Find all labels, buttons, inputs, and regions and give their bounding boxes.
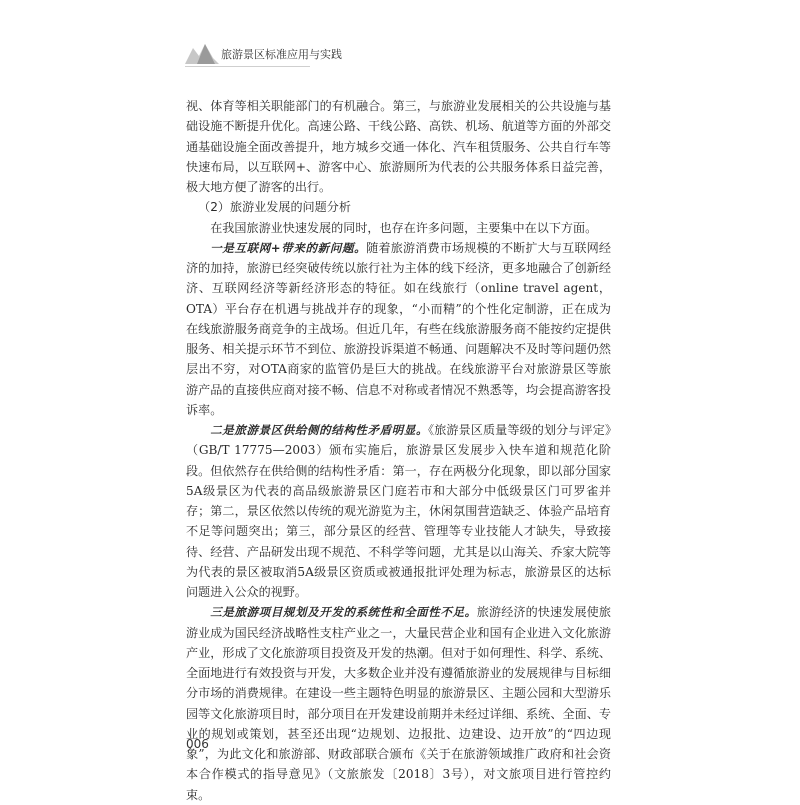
paragraph-3-body: 旅游经济的快速发展使旅游业成为国民经济战略性支柱产业之一，大量民营企业和国有企业进入文化旅游产业，形成了文化旅游项目投资及开发的热潮。但对于如何理性、科学、系统、全面地进行有效投资与开发，大多数企业并没有遵循旅游业的发展规律与目标细分市场的消费规律。在建设一些主题特色明显的旅游景区、主题公园和大型游乐园等文化旅游项目时，部分项目在开发建设前期并未经过详细、系统、全面、专业的规划或策划，甚至还出现“边规划、边报批、边建设、边开放”的“四边现象”，为此文化和旅游部、财政部联合颁布《关于在旅游领域推广政府和社会资本合作模式的指导意见》（文旅旅发〔2018〕3号），对文旅项目进行管控约束。 <box>186 605 611 802</box>
paragraph-2-lead: 二是旅游景区供给侧的结构性矛盾明显。 <box>210 423 429 437</box>
mountain-icon <box>185 42 219 64</box>
paragraph-1-lead: 一是互联网+带来的新问题。 <box>210 240 367 255</box>
header-rule <box>185 66 310 67</box>
section-heading: （2）旅游业发展的问题分析 <box>198 200 351 215</box>
paragraph-1-body: 随着旅游消费市场规模的不断扩大与互联网经济的加持，旅游已经突破传统以旅行社为主体的线下经济，更多地融合了创新经济、互联网经济等新经济形态的特征。如在线旅行（online travel agent，OTA）平台存在机遇与挑战并存的现象，“小而精”的个性化定制游，正在成为在线旅游服务商竞争的主战场。但近几年，有些在线旅游服务商不能按约定提供服务、相关提示环节不到位、旅游投诉渠道不畅通、问题解决不及时等问题仍然层出不穷，对OTA商家的监管仍是巨大的挑战。在线旅游平台对旅游景区等旅游产品的直接供应商对接不畅、信息不对称或者情况不熟悉等，均会提高游客投诉率。 <box>186 240 611 417</box>
paragraph-3 <box>186 602 611 805</box>
page-number: 006 <box>186 737 209 751</box>
body-text <box>186 96 611 805</box>
paragraph-3-lead: 三是旅游项目规划及开发的系统性和全面性不足。 <box>210 605 477 620</box>
paragraph-intro: 视、体育等相关职能部门的有机融合。第三，与旅游业发展相关的公共设施与基础设施不断提升优化。高速公路、干线公路、高铁、机场、航道等方面的外部交通基础设施全面改善提升，地方城乡交通一体化、汽车租赁服务、公共自行车等快速布局，以互联网+、游客中心、旅游厕所为代表的公共服务体系日益完善，极大地方便了游客的出行。 <box>186 99 611 194</box>
paragraph-overview: 在我国旅游业快速发展的同时，也存在许多问题，主要集中在以下方面。 <box>210 220 598 235</box>
paragraph-2-body: 《旅游景区质量等级的划分与评定》（GB/T 17775—2003）颁布实施后，旅游景区发展步入快车道和规范化阶段。但依然存在供给侧的结构性矛盾：第一，存在两极分化现象，即以部分国家5A级景区为代表的高品级旅游景区门庭若市和大部分中低级景区门可罗雀并存；第二，景区依然以传统的观光游览为主，休闲氛围营造缺乏、体验产品培育不足等问题突出；第三，部分景区的经营、管理等专业技能人才缺失，导致接待、经营、产品研发出现不规范、不科学等问题，尤其是以山海关、乔家大院等为代表的景区被取消5A级景区资质或被通报批评处理为标志，旅游景区的达标问题进入公众的视野。 <box>186 423 611 599</box>
paragraph-1 <box>186 238 611 420</box>
paragraph-2 <box>186 420 611 602</box>
header-title: 旅游景区标准应用与实践 <box>221 48 342 61</box>
